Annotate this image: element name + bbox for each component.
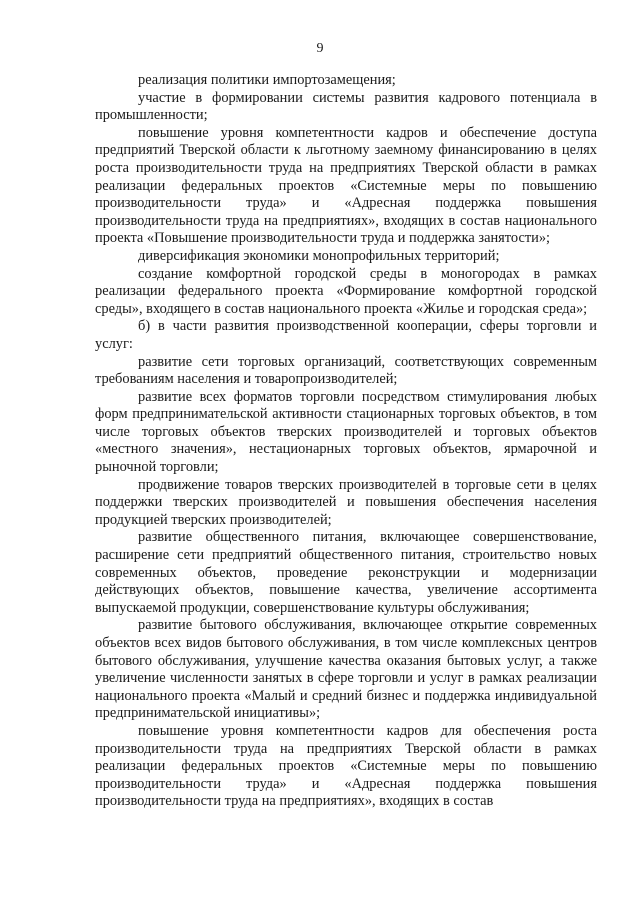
paragraph-section-b-heading: б) в части развития производственной кооперации, сферы торговли и услуг: xyxy=(95,318,597,352)
paragraph-personnel-competence: повышение уровня компетентности кадров и обеспечение доступа предприятий Тверской области к льготному заемному финансированию в целях роста производительности труда на предприятиях Тверской области в рамках реализации федеральных проектов «Системные меры по повышению производительности труда» и «Адресная поддержка повышения производительности труда на предприятиях», входящих в состав национального проекта «Повышение производительности труда и поддержка занятости»; xyxy=(95,124,597,247)
document-body xyxy=(95,72,597,811)
paragraph-trade-formats: развитие всех форматов торговли посредством стимулирования любых форм предпринимательской активности стационарных торговых объектов, в том числе торговых объектов тверских производителей и торговых объектов «местного значения», нестационарных торговых объектов, ярмарочной и рыночной торговли; xyxy=(95,388,597,476)
paragraph-diversification: диверсификация экономики монопрофильных территорий; xyxy=(138,247,500,264)
paragraph-productivity: повышение уровня компетентности кадров для обеспечения роста производительности труда на предприятиях Тверской области в рамках реализации федеральных проектов «Системные меры по повышению производительности труда» и «Адресная поддержка повышения производительности труда на предприятиях», входящих в состав xyxy=(95,722,597,810)
paragraph-consumer-services: развитие бытового обслуживания, включающее открытие современных объектов всех видов бытового обслуживания, в том числе комплексных центров бытового обслуживания, улучшение качества оказания бытовых услуг, а также увеличение численности занятых в сфере торговли и услуг в рамках реализации национального проекта «Малый и средний бизнес и поддержка индивидуальной предпринимательской инициативы»; xyxy=(95,617,597,722)
paragraph-urban-environment: создание комфортной городской среды в моногородах в рамках реализации федерального проекта «Формирование комфортной городской среды», входящего в состав национального проекта «Жилье и городская среда»; xyxy=(95,265,597,317)
paragraph-public-catering: развитие общественного питания, включающее совершенствование, расширение сети предприятий общественного питания, строительство новых современных объектов, проведение реконструкции и модернизации действующих объектов, повышение качества, увеличение ассортимента выпускаемой продукции, совершенствование культуры обслуживания; xyxy=(95,529,597,616)
paragraph-trade-network: развитие сети торговых организаций, соответствующих современным требованиям населения и товаропроизводителей; xyxy=(95,353,597,388)
paragraph-import-substitution: реализация политики импортозамещения; xyxy=(138,72,396,88)
page-number: 9 xyxy=(316,41,324,56)
paragraph-personnel-potential: участие в формировании системы развития кадрового потенциала в промышленности; xyxy=(95,89,597,124)
paragraph-local-producers: продвижение товаров тверских производителей в торговые сети в целях поддержки тверских производителей и повышения обеспечения населения продукцией тверских производителей; xyxy=(95,476,597,528)
